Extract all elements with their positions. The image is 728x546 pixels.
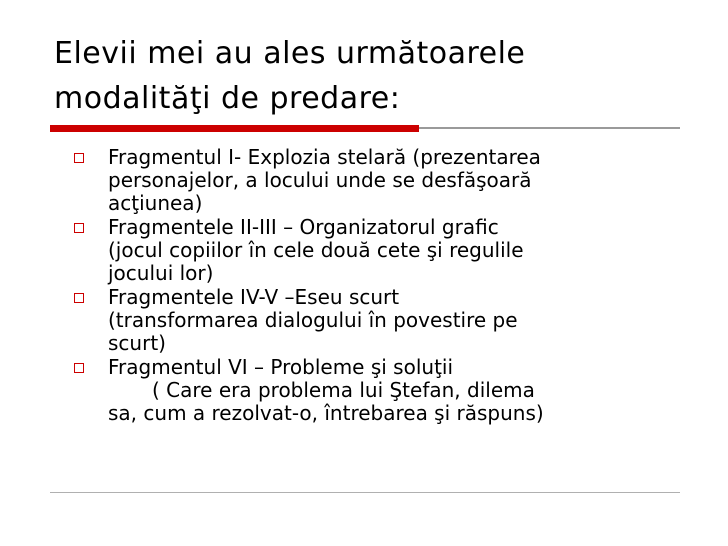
list-item-line: jocului lor) [108,261,214,285]
list-item-line: Fragmentele IV-V –Eseu scurt [108,285,400,309]
slide-title [54,31,694,121]
hollow-square-bullet-icon [74,293,84,303]
list-item-line: personajelor, a locului unde se desfăşoară [108,168,532,192]
list-item-line: Fragmentul I- Explozia stelară (prezentarea [108,145,541,169]
hollow-square-bullet-icon [74,223,84,233]
list-item [74,286,674,355]
list-item-line: Fragmentele II-III – Organizatorul grafic [108,215,499,239]
list-item [74,146,674,215]
list-item-line: (jocul copiilor în cele două cete şi regulile [108,238,524,262]
title-line: Elevii mei au ales următoarele [54,36,526,71]
title-underline-accent [50,125,419,132]
list-item [74,216,674,285]
bullet-list [74,146,674,426]
title-line: modalităţi de predare: [54,81,401,116]
footer-rule [50,492,680,493]
list-item [74,356,674,425]
title-underline-rule [419,127,680,129]
list-item-line: Fragmentul VI – Probleme şi soluţii [108,355,454,379]
list-item-line: sa, cum a rezolvat-o, întrebarea şi răspuns) [108,401,544,425]
list-item-line: acţiunea) [108,191,203,215]
hollow-square-bullet-icon [74,363,84,373]
list-item-line: ( Care era problema lui Ştefan, dilema [152,378,535,402]
list-item-line: scurt) [108,331,166,355]
hollow-square-bullet-icon [74,153,84,163]
list-item-line: (transformarea dialogului în povestire pe [108,308,518,332]
